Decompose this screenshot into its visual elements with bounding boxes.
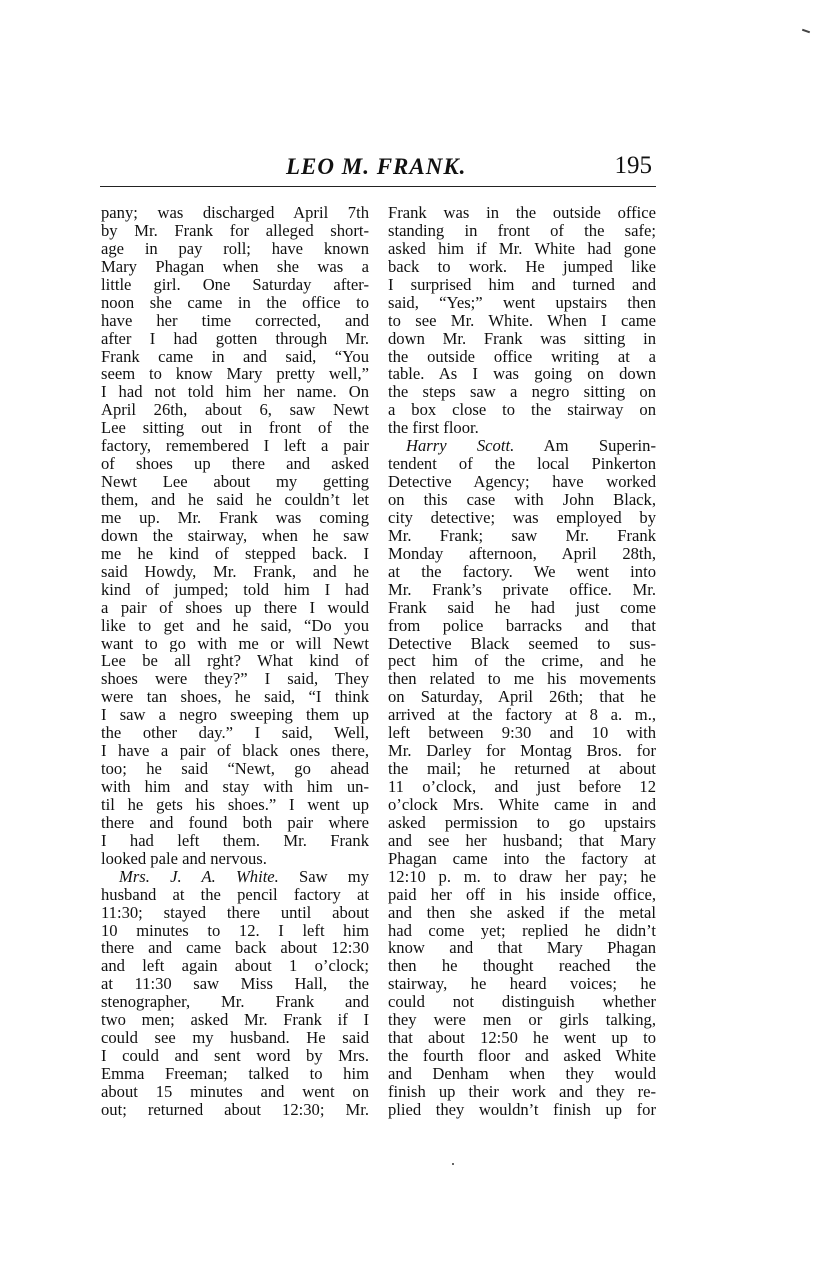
text-line: seem to know Mary pretty well,” [101, 365, 369, 384]
text-line: Mr. Darley for Montag Bros. for [388, 742, 656, 761]
text-line: there and found both pair where [101, 813, 369, 832]
text-line: I had not told him her name. On [101, 383, 369, 402]
text-line [101, 868, 369, 886]
speaker-name: Harry Scott. [406, 437, 515, 456]
text-line: to see Mr. White. When I came [388, 311, 656, 330]
text-line: down the stairway, when he saw [101, 526, 369, 545]
text-line: shoes were they?” I said, They [101, 670, 369, 689]
text-line: could see my husband. He said [101, 1029, 369, 1048]
text-line: Frank said he had just come [388, 598, 656, 617]
text-line: Mr. Frank; saw Mr. Frank [388, 526, 656, 545]
text-line: noon she came in the office to [101, 293, 369, 312]
text-line: the outside office writing at a [388, 347, 656, 366]
text-line: then he thought reached the [388, 957, 656, 976]
left-column [101, 204, 369, 1119]
scan-mark [802, 29, 810, 34]
text-line: Phagan came into the factory at [388, 849, 656, 868]
text-line: o’clock Mrs. White came in and [388, 795, 656, 814]
text-line: at 11:30 saw Miss Hall, the [101, 975, 369, 994]
text-line: stenographer, Mr. Frank and [101, 993, 369, 1012]
text-line: age in pay roll; have known [101, 239, 369, 258]
text-line: left between 9:30 and 10 with [388, 724, 656, 743]
text-line: asked permission to go upstairs [388, 813, 656, 832]
scan-mark [452, 1163, 454, 1165]
text-line: stairway, he heard voices; he [388, 975, 656, 994]
text-line: city detective; was employed by [388, 508, 656, 527]
text-line: Emma Freeman; talked to him [101, 1065, 369, 1083]
text-line: Mary Phagan when she was a [101, 257, 369, 276]
text-line: kind of jumped; told him I had [101, 580, 369, 599]
text-line: little girl. One Saturday after- [101, 275, 369, 294]
text-line: standing in front of the safe; [388, 221, 656, 240]
text-line: could not distinguish whether [388, 993, 656, 1012]
text-line: two men; asked Mr. Frank if I [101, 1011, 369, 1030]
text-line: Frank came in and said, “You [101, 347, 369, 366]
text-line: had come yet; replied he didn’t [388, 921, 656, 940]
text-line: and see her husband; that Mary [388, 831, 656, 850]
text-line: me he kind of stepped back. I [101, 544, 369, 563]
text-line: looked pale and nervous. [101, 849, 267, 868]
text-line: and then she asked if the metal [388, 903, 656, 922]
text-line: 11:30; stayed there until about [101, 903, 369, 922]
line-text: Saw my [278, 867, 369, 886]
text-line: tendent of the local Pinkerton [388, 455, 656, 474]
text-line: about 15 minutes and went on [101, 1082, 369, 1101]
text-line: a pair of shoes up there I would [101, 598, 369, 617]
text-line: husband at the pencil factory at [101, 885, 369, 904]
text-line: arrived at the factory at 8 a. m., [388, 706, 656, 725]
text-line: there and came back about 12:30 [101, 939, 369, 958]
text-line: know and that Mary Phagan [388, 939, 656, 958]
text-line: want to go with me or will Newt [101, 634, 369, 653]
text-line: April 26th, about 6, saw Newt [101, 401, 369, 420]
text-line: the mail; he returned at about [388, 760, 656, 778]
text-line: out; returned about 12:30; Mr. [101, 1100, 369, 1119]
text-line: I saw a negro sweeping them up [101, 706, 369, 725]
text-line: pect him of the crime, and he [388, 652, 656, 671]
text-line: the fourth floor and asked White [388, 1047, 656, 1065]
text-line: from police barracks and that [388, 616, 656, 635]
text-line: I had left them. Mr. Frank [101, 831, 369, 850]
header-rule [100, 186, 656, 187]
text-line: said, “Yes;” went upstairs then [388, 293, 656, 312]
text-line: til he gets his shoes.” I went up [101, 795, 369, 814]
text-line: I have a pair of black ones there, [101, 742, 369, 761]
page-number: 195 [614, 152, 652, 179]
text-line: Lee be all rght? What kind of [101, 652, 369, 671]
text-line: by Mr. Frank for alleged short- [101, 221, 369, 240]
text-line: the first floor. [388, 419, 479, 438]
text-line: on this case with John Black, [388, 491, 656, 509]
text-line: Lee sitting out in front of the [101, 419, 369, 438]
text-line: Monday afternoon, April 28th, [388, 544, 656, 563]
text-line: too; he said “Newt, go ahead [101, 760, 369, 778]
text-line: like to get and he said, “Do you [101, 616, 369, 635]
text-line: the other day.” I said, Well, [101, 724, 369, 743]
text-line: asked him if Mr. White had gone [388, 239, 656, 258]
line-text: Am Superin- [514, 437, 656, 456]
text-line: on Saturday, April 26th; that he [388, 688, 656, 707]
text-line [388, 437, 656, 455]
text-line: plied they wouldn’t finish up for [388, 1100, 656, 1119]
right-column [388, 204, 656, 1119]
text-line: and Denham when they would [388, 1065, 656, 1083]
text-line: Detective Agency; have worked [388, 473, 656, 491]
text-line: table. As I was going on down [388, 365, 656, 384]
text-line: were tan shoes, he said, “I think [101, 688, 369, 707]
text-line: Detective Black seemed to sus- [388, 634, 656, 653]
text-line: back to work. He jumped like [388, 257, 656, 276]
text-line: then related to me his movements [388, 670, 656, 689]
text-line: Newt Lee about my getting [101, 473, 369, 491]
text-line: a box close to the stairway on [388, 401, 656, 420]
text-line: said Howdy, Mr. Frank, and he [101, 562, 369, 581]
text-line: the steps saw a negro sitting on [388, 383, 656, 402]
text-line: paid her off in his inside office, [388, 885, 656, 904]
text-line: I could and sent word by Mrs. [101, 1047, 369, 1065]
text-line: Mr. Frank’s private office. Mr. [388, 580, 656, 599]
text-line: I surprised him and turned and [388, 275, 656, 294]
text-line: after I had gotten through Mr. [101, 329, 369, 348]
text-line: factory, remembered I left a pair [101, 437, 369, 456]
running-title: LEO M. FRANK. [286, 154, 467, 179]
text-line: me up. Mr. Frank was coming [101, 508, 369, 527]
text-line: 11 o’clock, and just before 12 [388, 778, 656, 796]
text-line: and left again about 1 o’clock; [101, 957, 369, 976]
text-line: down Mr. Frank was sitting in [388, 329, 656, 348]
text-line: have her time corrected, and [101, 311, 369, 330]
text-line: at the factory. We went into [388, 562, 656, 581]
text-line: them, and he said he couldn’t let [101, 491, 369, 509]
text-line: Frank was in the outside office [388, 204, 656, 222]
text-line: they were men or girls talking, [388, 1011, 656, 1030]
text-line: with him and stay with him un- [101, 778, 369, 796]
page-header [100, 150, 656, 184]
text-line: of shoes up there and asked [101, 455, 369, 474]
text-line: finish up their work and they re- [388, 1082, 656, 1101]
text-line: 10 minutes to 12. I left him [101, 921, 369, 940]
text-line: that about 12:50 he went up to [388, 1029, 656, 1048]
text-line: 12:10 p. m. to draw her pay; he [388, 867, 656, 886]
text-line: pany; was discharged April 7th [101, 204, 369, 222]
speaker-name: Mrs. J. A. White. [119, 867, 279, 886]
